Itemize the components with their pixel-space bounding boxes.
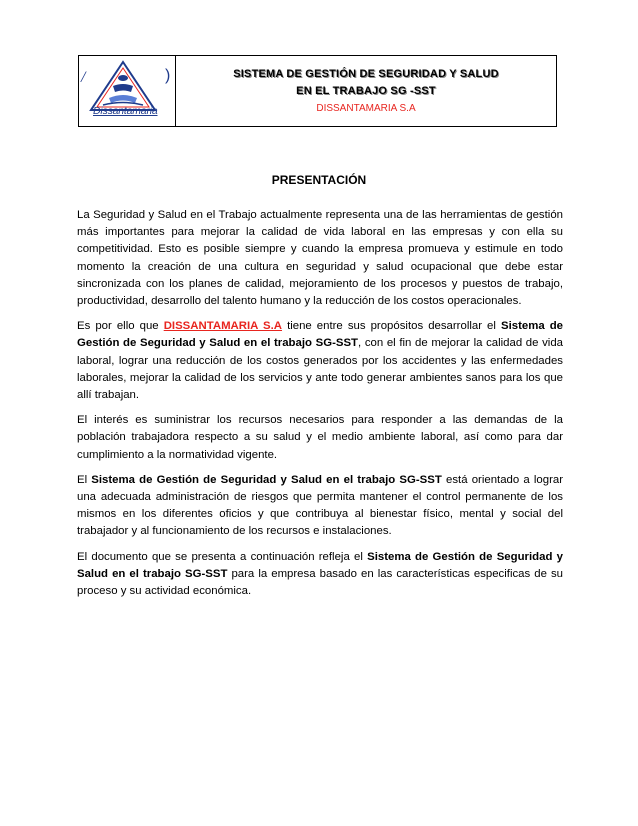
system-name-bold: Sistema de Gestión de Seguridad y Salud en el trabajo SG-SST xyxy=(91,473,442,486)
document-header xyxy=(78,55,557,127)
paragraph-text: tiene entre sus propósitos desarrollar el xyxy=(282,320,501,333)
paragraph-text: Es por ello que xyxy=(77,320,164,333)
paragraph-text: , con el fin de mejorar la calidad de vida laboral, lograr una reducción de los costos generados por los accidentes y las enfermedades laborales, mejorar la calidad de los servicios y ante todo generar ambientes sanos para los que allí trabajan. xyxy=(77,337,564,402)
logo-caption: Dissantamaria xyxy=(93,105,158,117)
paragraph-purpose xyxy=(77,318,563,404)
section-title: PRESENTACIÓN xyxy=(271,173,367,187)
company-name-highlight: DISSANTAMARIA S.A xyxy=(163,320,283,333)
paragraph-text: está orientado a lograr una adecuada administración de riesgos que permita mantener el control permanente de los mismos en los diferentes oficios y que contribuya al bienestar físico, mental y social del trabajador y al funcionamiento de los recursos e instalaciones. xyxy=(77,473,563,538)
document-body xyxy=(77,207,563,608)
paragraph-text: El xyxy=(77,473,92,486)
paragraph-text: para la empresa basado en las características especificas de su proceso y su actividad económica. xyxy=(77,567,564,598)
paragraph-text: El documento que se presenta a continuación refleja el xyxy=(77,550,368,563)
system-name-bold: Sistema de Gestión de Seguridad y Salud en el trabajo SG-SST xyxy=(77,550,563,580)
paragraph-interest: El interés es suministrar los recursos necesarios para responder a las demandas de la población trabajadora respecto a su salud y el medio ambiente laboral, así como para dar cumplimiento a la normatividad vigente. xyxy=(77,414,563,461)
company-logo xyxy=(79,56,176,126)
svg-text:): ) xyxy=(165,67,171,84)
header-company-name: DISSANTAMARIA S.A xyxy=(316,103,416,114)
system-name-bold: Sistema de Gestión de Seguridad y Salud en el trabajo SG-SST xyxy=(77,320,563,350)
system-title-line1: SISTEMA DE GESTIÓN DE SEGURIDAD Y SALUD xyxy=(233,68,499,80)
paragraph-document xyxy=(77,549,563,601)
paragraph-intro: La Seguridad y Salud en el Trabajo actualmente representa una de las herramientas de gestión más importantes para mejorar la calidad de vida laboral en las empresas y con ella su competitividad. Esto es posible siempre y cuando la empresa promueva y estimule en todo momento la creación de una cultura en seguridad y salud ocupacional que debe estar sincronizada con los planes de calidad, mejoramiento de los procesos y puestos de trabajo, productividad, desarrollo del talento humano y la reducción de los costos operacionales. xyxy=(77,209,563,308)
svg-text:/: / xyxy=(81,69,86,86)
system-title-line2: EN EL TRABAJO SG -SST xyxy=(296,85,436,97)
header-title-block xyxy=(176,56,556,126)
paragraph-orientation xyxy=(77,472,563,541)
